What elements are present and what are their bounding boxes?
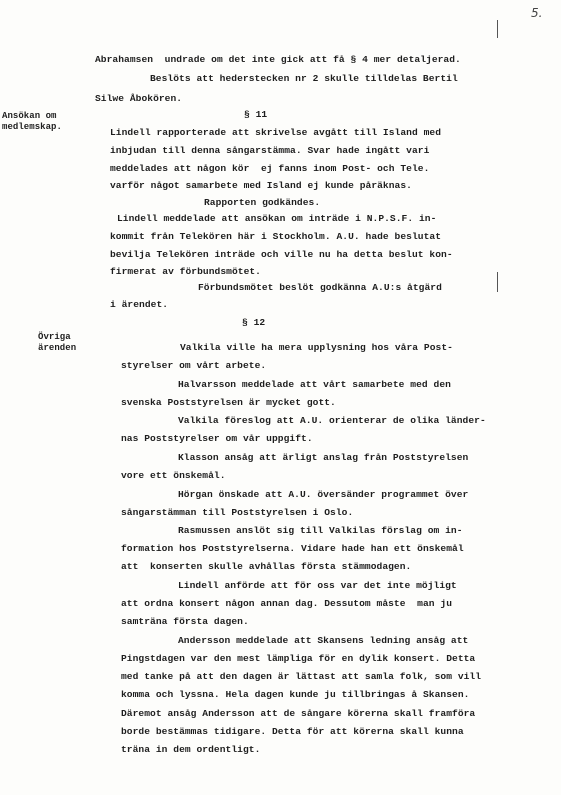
text-line: Andersson meddelade att Skansens ledning ansåg att [178, 635, 469, 646]
margin-rule [497, 272, 498, 292]
text-line: meddelades att någon kör ej fanns inom Post- och Tele. [110, 163, 430, 174]
text-line: Abrahamsen undrade om det inte gick att få § 4 mer detaljerad. [95, 54, 461, 65]
text-line: komma och lyssna. Hela dagen kunde ju tillbringas å Skansen. [121, 689, 470, 700]
text-line: i ärendet. [110, 299, 169, 310]
text-line: inbjudan till denna sångarstämma. Svar hade ingått vari [110, 145, 430, 156]
margin-note-line: Ansökan om [2, 111, 57, 121]
text-line: med tanke på att den dagen är lättast att samla folk, som vill [121, 671, 482, 682]
text-line: vore ett önskemål. [121, 470, 226, 481]
text-line: samträna första dagen. [121, 616, 249, 627]
section-heading: § 11 [244, 109, 268, 120]
text-line: Hörgan önskade att A.U. översänder programmet över [178, 489, 469, 500]
text-line: varför något samarbete med Island ej kunde påräknas. [110, 180, 412, 191]
text-line: Klasson ansåg att ärligt anslag från Poststyrelsen [178, 452, 469, 463]
text-line: Lindell meddelade att ansökan om inträde i N.P.S.F. in- [117, 213, 437, 224]
text-line: Lindell anförde att för oss var det inte möjligt [178, 580, 457, 591]
text-line: Beslöts att hederstecken nr 2 skulle tilldelas Bertil [150, 73, 458, 84]
text-line: Halvarsson meddelade att vårt samarbete med den [178, 379, 451, 390]
text-line: Däremot ansåg Andersson att de sångare körerna skall framföra [121, 708, 476, 719]
text-line: styrelser om vårt arbete. [121, 360, 267, 371]
text-line: att ordna konsert någon annan dag. Dessutom måste man ju [121, 598, 453, 609]
text-line: Förbundsmötet beslöt godkänna A.U:s åtgärd [198, 282, 442, 293]
text-line: Lindell rapporterade att skrivelse avgått till Island med [110, 127, 442, 138]
text-line: svenska Poststyrelsen är mycket gott. [121, 397, 336, 408]
margin-rule [497, 20, 498, 38]
text-line: formation hos Poststyrelserna. Vidare hade han ett önskemål [121, 543, 464, 554]
text-line: firmerat av förbundsmötet. [110, 266, 261, 277]
margin-note-line: ärenden [38, 343, 77, 353]
text-line: borde bestämmas tidigare. Detta för att körerna skall kunna [121, 726, 464, 737]
text-line: Pingstdagen var den mest lämpliga för en dylik konsert. Detta [121, 653, 476, 664]
text-line: Valkila ville ha mera upplysning hos våra Post- [180, 342, 453, 353]
text-line: sångarstämman till Poststyrelsen i Oslo. [121, 507, 354, 518]
margin-note-line: medlemskap. [2, 122, 62, 132]
text-line: Valkila föreslog att A.U. orienterar de olika länder- [178, 415, 486, 426]
text-line: att konserten skulle avhållas första stämmodagen. [121, 561, 412, 572]
text-line: Rasmussen anslöt sig till Valkilas förslag om in- [178, 525, 463, 536]
text-line: Silwe Åbokören. [95, 93, 183, 104]
text-line: träna in dem ordentligt. [121, 744, 261, 755]
text-line: nas Poststyrelser om vår uppgift. [121, 433, 313, 444]
text-line: Rapporten godkändes. [204, 197, 321, 208]
page-number: 5. [531, 6, 543, 20]
section-heading: § 12 [242, 317, 266, 328]
text-line: kommit från Telekören här i Stockholm. A.U. hade beslutat [110, 231, 442, 242]
text-line: bevilja Telekören inträde och ville nu ha detta beslut kon- [110, 249, 453, 260]
margin-note-line: Övriga [38, 332, 71, 342]
